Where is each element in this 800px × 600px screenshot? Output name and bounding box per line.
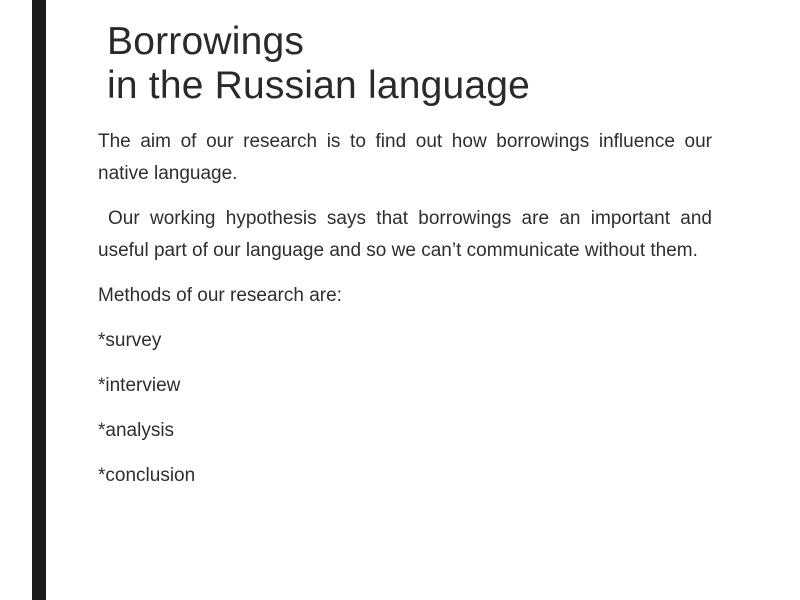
slide-title [107,20,747,108]
method-item-interview: *interview [98,375,181,396]
title-line-1: Borrowings [107,20,305,63]
aim-paragraph: The aim of our research is to find out how borrowings influence our native language. [98,131,712,184]
method-item-survey: *survey [98,330,162,351]
method-item-conclusion: *conclusion [98,465,196,486]
title-line-2: in the Russian language [107,64,531,107]
slide-body [98,126,712,505]
methods-heading: Methods of our research are: [98,285,342,306]
side-accent-bar [32,0,46,600]
method-item-analysis: *analysis [98,420,175,441]
hypothesis-paragraph: Our working hypothesis says that borrowings are an important and useful part of our language and so we can’t communicate without them. [98,208,712,261]
